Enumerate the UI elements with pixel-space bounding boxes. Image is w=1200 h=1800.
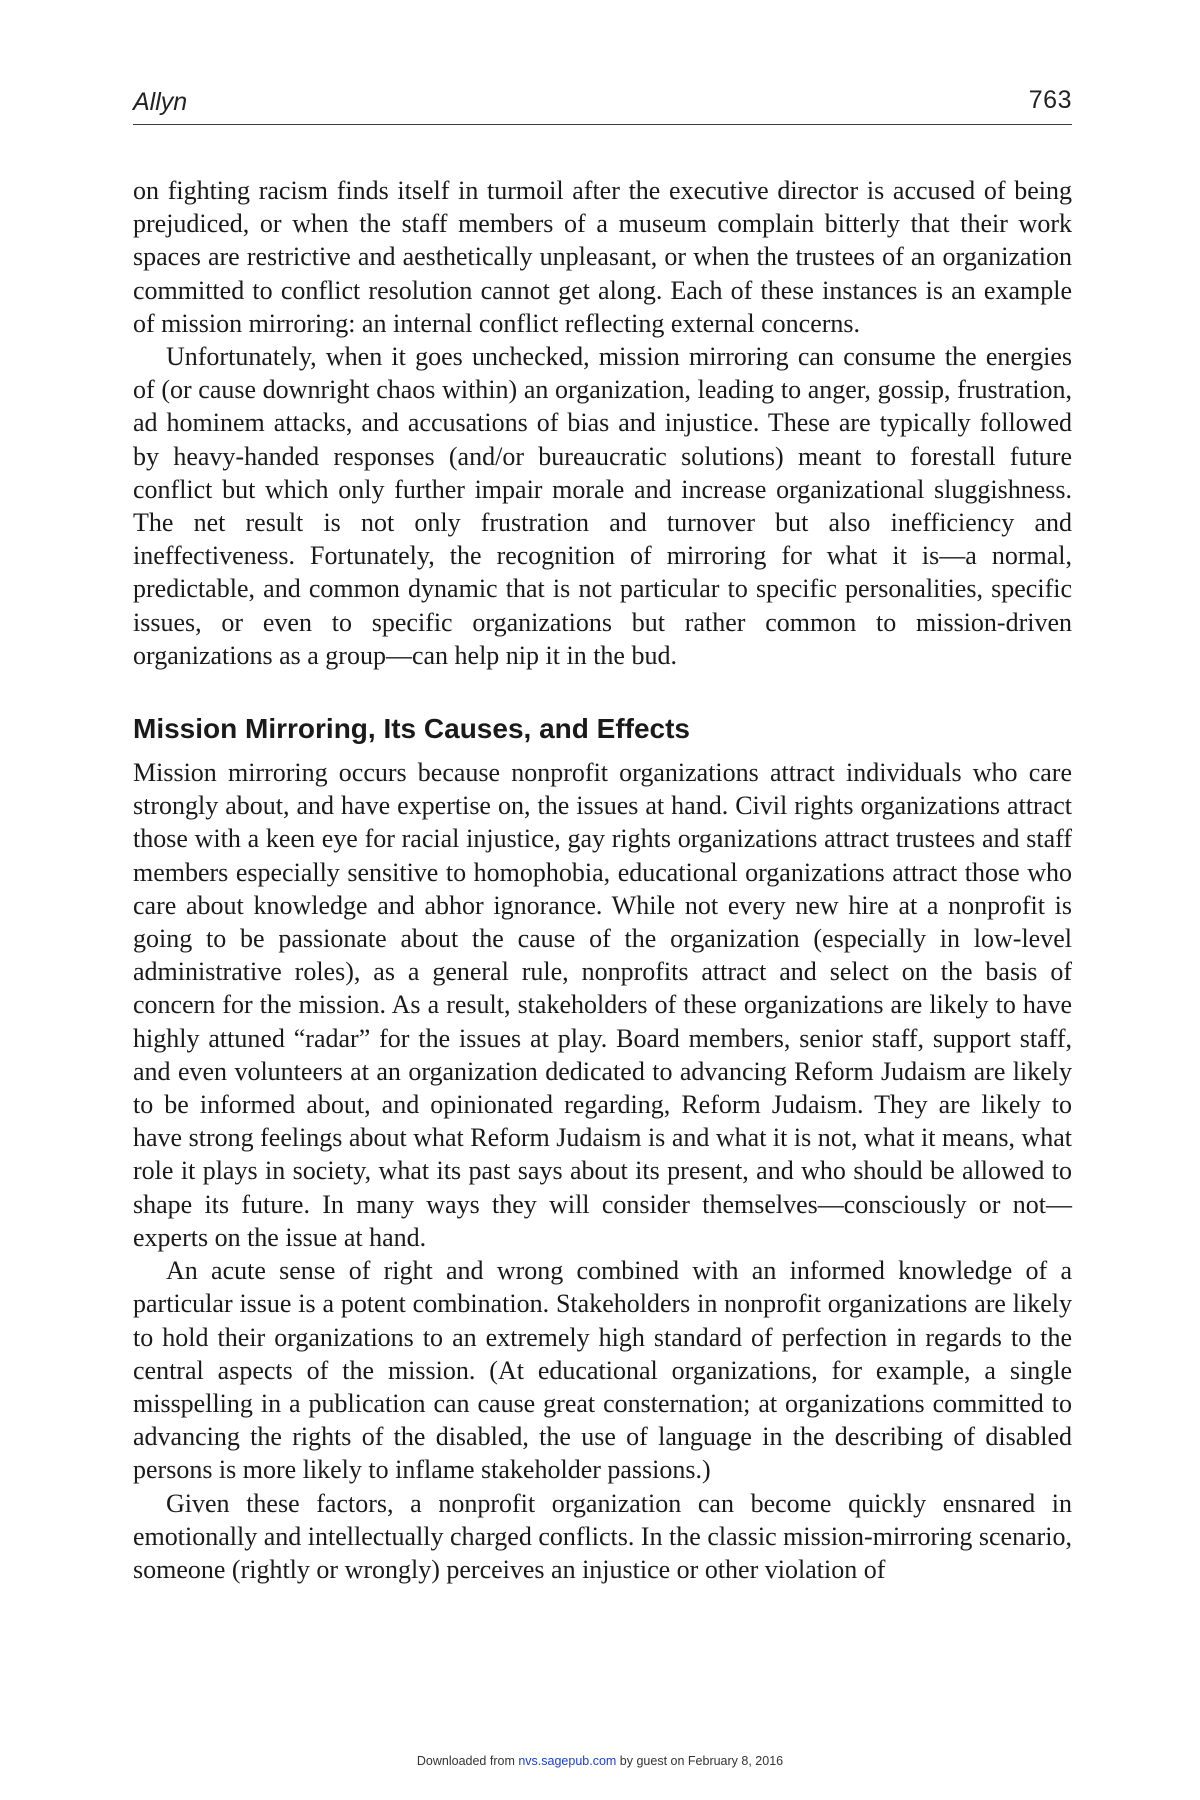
- footer-suffix: by guest on February 8, 2016: [616, 1754, 784, 1768]
- page-number: 763: [1028, 86, 1072, 114]
- footer-source-link[interactable]: nvs.sagepub.com: [518, 1754, 617, 1768]
- article-body: [133, 174, 1072, 1586]
- download-footer: [0, 1754, 1200, 1768]
- section-heading: Mission Mirroring, Its Causes, and Effects: [133, 713, 691, 745]
- paragraph: Given these factors, a nonprofit organization can become quickly ensnared in emotionally and intellectually charged conflicts. In the classic mission-mirroring scenario, someone (rightly or wrongly) perceives an injustice or other violation of: [133, 1488, 1072, 1584]
- paragraph: Unfortunately, when it goes unchecked, mission mirroring can consume the energies of (or cause downright chaos within) an organization, leading to anger, gossip, frustration, ad hominem attacks, and accusations of bias and injustice. These are typically followed by heavy-handed responses (and/or bureaucratic solutions) meant to forestall future conflict but which only further impair morale and increase organizational sluggishness. The net result is not only frustration and turnover but also inefficiency and ineffectiveness. Fortunately, the recognition of mirroring for what it is—a normal, predictable, and common dynamic that is not particular to specific personalities, specific issues, or even to specific organizations but rather common to mission-driven organizations as a group—can help nip it in the bud.: [133, 342, 1072, 670]
- running-head: Allyn: [133, 88, 188, 116]
- footer-prefix: Downloaded from: [416, 1754, 519, 1768]
- paragraph: on fighting racism finds itself in turmoil after the executive director is accused of being prejudiced, or when the staff members of a museum complain bitterly that their work spaces are restrictive and aesthetically unpleasant, or when the trustees of an organization committed to conflict resolution cannot get along. Each of these instances is an example of mission mirroring: an internal conflict reflecting external concerns.: [133, 176, 1072, 338]
- paragraph: An acute sense of right and wrong combined with an informed knowledge of a particular issue is a potent combination. Stakeholders in nonprofit organizations are likely to hold their organizations to an extremely high standard of perfection in regards to the central aspects of the mission. (At educational organizations, for example, a single misspelling in a publication can cause great consternation; at organizations committed to advancing the rights of the disabled, the use of language in the describing of disabled persons is more likely to inflame stakeholder passions.): [133, 1256, 1072, 1485]
- page-header: [133, 86, 1072, 125]
- paragraph: Mission mirroring occurs because nonprofit organizations attract individuals who care strongly about, and have expertise on, the issues at hand. Civil rights organizations attract those with a keen eye for racial injustice, gay rights organizations attract trustees and staff members especially sensitive to homophobia, educational organizations attract those who care about knowledge and abhor ignorance. While not every new hire at a nonprofit is going to be passionate about the cause of the organization (especially in low-level administrative roles), as a general rule, nonprofits attract and select on the basis of concern for the mission. As a result, stakeholders of these organizations are likely to have highly attuned “radar” for the issues at play. Board members, senior staff, support staff, and even volunteers at an organization dedicated to advancing Reform Judaism are likely to be informed about, and opinionated regarding, Reform Judaism. They are likely to have strong feelings about what Reform Judaism is and what it is not, what it means, what role it plays in society, what its past says about its present, and who should be allowed to shape its future. In many ways they will consider themselves—consciously or not—experts on the issue at hand.: [133, 758, 1072, 1252]
